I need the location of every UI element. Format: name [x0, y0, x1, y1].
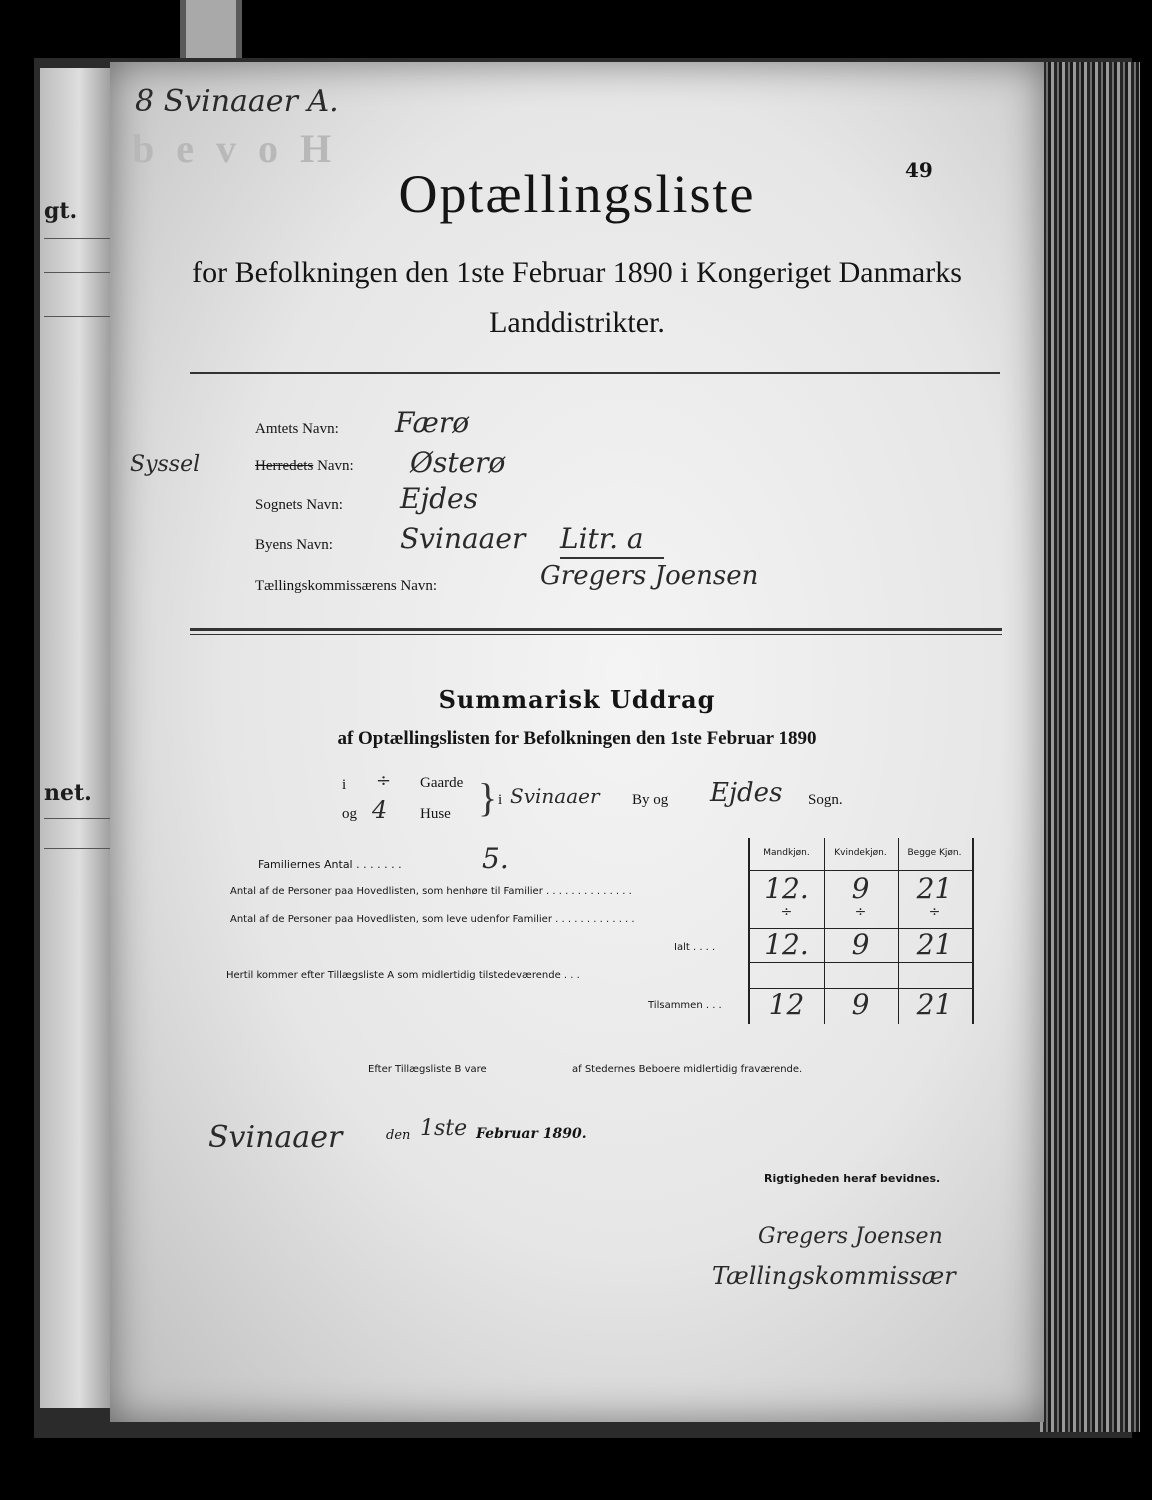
row-label-ialt: Ialt . . . . [674, 942, 716, 953]
header-mandkjoen: Mandkjøn. [763, 848, 810, 858]
huse-prefix: og [342, 806, 357, 822]
previous-page-strip [40, 68, 112, 1408]
summary-subtitle: af Optællingslisten for Befolkningen den 1ste Februar 1890 [337, 728, 817, 749]
spine-fragment-1: gt. [44, 198, 78, 224]
huse-label: Huse [420, 806, 451, 822]
cell-tilsammen-kvinde: 9 [851, 988, 870, 1021]
form-subtitle-line2: Landdistrikter. [489, 306, 665, 339]
summary-sogn-label: Sogn. [808, 792, 843, 808]
cell-udenfor-kvinde: ÷ [854, 904, 867, 920]
sogn-label: Sognets Navn: [255, 497, 343, 513]
cell-ialt-begge: 21 [916, 928, 953, 961]
fields-rule-bottom [190, 634, 1002, 635]
cell-udenfor-begge: ÷ [928, 904, 941, 920]
row-label-henhoere: Antal af de Personer paa Hovedlisten, som henhøre til Familier . . . . . . . . . . . . . . [230, 886, 632, 897]
herred-margin-note: Syssel [130, 452, 201, 477]
gaarde-label: Gaarde [420, 775, 464, 791]
row-label-tilsammen: Tilsammen . . . [648, 1000, 722, 1011]
signature-title: Tællingskommissær [712, 1262, 956, 1290]
cell-ialt-kvinde: 9 [851, 928, 870, 961]
fields-rule-top [190, 628, 1002, 631]
header-begge-kjoen: Begge Kjøn. [907, 848, 962, 858]
gaarde-value: ÷ [376, 770, 392, 791]
amt-value: Færø [395, 406, 470, 439]
tillaeg-b-right: af Stedernes Beboere midlertidig fraværende. [572, 1064, 803, 1075]
herred-value: Østerø [410, 446, 506, 479]
summary-sogn-value: Ejdes [710, 778, 783, 808]
summary-by-label: By og [632, 792, 669, 808]
spine-rule [44, 316, 110, 317]
signature-name: Gregers Joensen [758, 1224, 943, 1249]
familier-label: Familiernes Antal . . . . . . . [258, 858, 402, 871]
brace: } [478, 775, 498, 820]
spine-rule [44, 818, 110, 819]
gaarde-prefix: i [342, 777, 347, 793]
summary-by-value: Svinaaer [510, 784, 600, 808]
tillaeg-b-left: Efter Tillægsliste B vare [368, 1064, 487, 1075]
header-kvindekjoen: Kvindekjøn. [834, 848, 887, 858]
cell-ialt-mand: 12. [764, 928, 809, 961]
summary-title: Summarisk Uddrag [438, 685, 716, 714]
bleed-through-text: b e v o H [132, 126, 338, 171]
familier-value: 5. [482, 842, 509, 875]
cell-tilsammen-mand: 12 [768, 988, 805, 1021]
cell-tilsammen-begge: 21 [916, 988, 953, 1021]
page-number: 49 [905, 158, 933, 182]
sogn-value: Ejdes [400, 482, 478, 515]
cell-henhoere-kvinde: 9 [851, 872, 870, 905]
cell-henhoere-mand: 12. [764, 872, 809, 905]
footer-date-prefix: den [386, 1128, 411, 1143]
spine-rule [44, 238, 110, 239]
herred-label: Navn: [317, 458, 354, 474]
spine-fragment-2: net. [44, 780, 92, 806]
header-rule [190, 372, 1000, 374]
form-subtitle-line1: for Befolkningen den 1ste Februar 1890 i Kongeriget Danmarks [192, 256, 962, 289]
table-row-rule [750, 962, 972, 963]
row-label-tillaeg-a: Hertil kommer efter Tillægsliste A som midlertidig tilstedeværende . . . [226, 970, 580, 981]
footer-place: Svinaaer [208, 1120, 343, 1155]
attest-text: Rigtigheden heraf bevidnes. [764, 1172, 941, 1185]
form-title: Optællingsliste [398, 164, 756, 224]
cell-henhoere-begge: 21 [916, 872, 953, 905]
place-prefix: i [498, 792, 503, 808]
bookmark-tab [180, 0, 242, 62]
kommissaer-value: Gregers Joensen [540, 561, 759, 591]
footer-date-rest: Februar 1890. [476, 1126, 587, 1142]
herred-label-row [255, 458, 354, 475]
spine-rule [44, 848, 110, 849]
spine-rule [44, 272, 110, 273]
kommissaer-label: Tællingskommissærens Navn: [255, 578, 438, 594]
row-label-udenfor: Antal af de Personer paa Hovedlisten, som leve udenfor Familier . . . . . . . . . . . . . [230, 914, 635, 925]
footer-date-day: 1ste [420, 1116, 468, 1141]
cell-udenfor-mand: ÷ [780, 904, 793, 920]
by-label: Byens Navn: [255, 537, 333, 553]
page-edges [1040, 62, 1140, 1432]
huse-value: 4 [372, 796, 388, 824]
amt-label: Amtets Navn: [255, 421, 339, 437]
by-value: Svinaaer [400, 522, 526, 555]
table-header-rule [750, 870, 972, 871]
summary-table [748, 838, 974, 1024]
herred-label-struck: Herredets [255, 458, 314, 474]
corner-note: 8 Svinaaer A. [135, 84, 339, 119]
by-extra-value: Litr. a [560, 522, 664, 559]
